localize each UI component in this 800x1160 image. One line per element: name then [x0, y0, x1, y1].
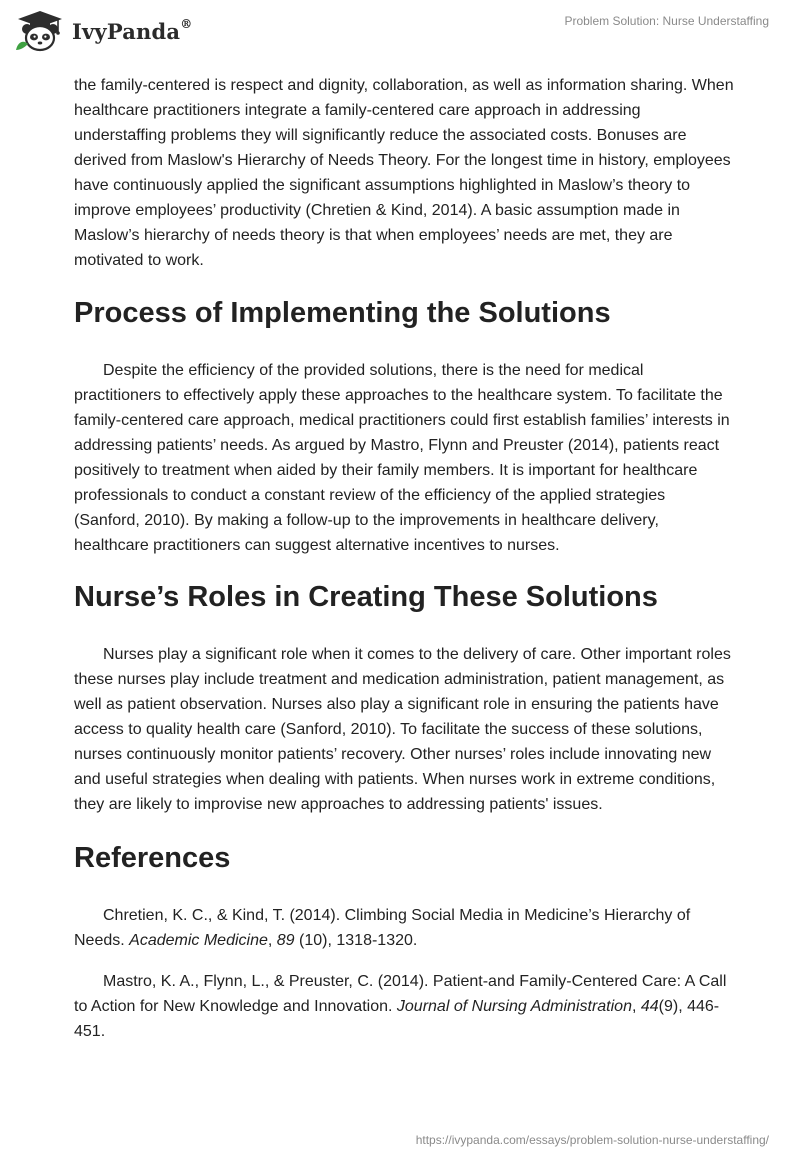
references-heading: References [74, 842, 231, 874]
brand-name: IvyPanda® [72, 16, 193, 44]
section-body-nurse-roles: Nurses play a significant role when it comes to the delivery of care. Other important roles these nurses play include treatment and medication administration, patient management, as well as patient observation. Nurses also play a significant role in ensuring the patients have access to quality health care (Sanford, 2010). To facilitate the success of these solutions, nurses continuously monitor patients’ recovery. Other nurses’ roles include innovating new and useful strategies when dealing with patients. When nurses work in extreme conditions, they are likely to improvise new approaches to addressing patients' issues. [74, 646, 731, 813]
ivypanda-logo[interactable] [14, 10, 192, 52]
reference-journal: Academic Medicine [129, 932, 268, 949]
reference-item: Chretien, K. C., & Kind, T. (2014). Climbing Social Media in Medicine’s Hierarchy of Needs. Academic Medicine, 89 (10), 1318-1320. [74, 907, 691, 949]
reference-volume: 89 [276, 932, 295, 949]
panda-graduate-icon [14, 10, 66, 52]
intro-paragraph: the family-centered is respect and dignity, collaboration, as well as information sharing. When healthcare practitioners integrate a family-centered care approach in addressing understaffing problems they will significantly reduce the associated costs. Bonuses are derived from Maslow's Hierarchy of Needs Theory. For the longest time in history, employees have continuously applied the significant assumptions highlighted in Maslow’s theory to improve employees’ productivity (Chretien & Kind, 2014). A basic assumption made in Maslow’s hierarchy of needs theory is that when employees’ needs are met, they are motivated to work. [74, 77, 734, 269]
reference-journal: Journal of Nursing Administration [396, 998, 632, 1015]
registered-mark: ® [180, 16, 193, 31]
section-body-process: Despite the efficiency of the provided solutions, there is the need for medical practitioners to effectively apply these approaches to the healthcare system. To facilitate the family-centered care approach, medical practitioners could first establish families’ interests in addressing patients’ needs. As argued by Mastro, Flynn and Preuster (2014), patients react positively to treatment when aided by their family members. It is important for healthcare professionals to conduct a constant review of the efficiency of the applied strategies (Sanford, 2010). By making a follow-up to the improvements in healthcare delivery, healthcare practitioners can suggest alternative incentives to nurses. [74, 362, 730, 554]
essay-content [74, 73, 734, 1060]
section-heading-nurse-roles: Nurse’s Roles in Creating These Solutions [74, 581, 658, 613]
reference-volume: 44 [640, 998, 659, 1015]
reference-item: Mastro, K. A., Flynn, L., & Preuster, C. (2014). Patient-and Family-Centered Care: A Call to Action for New Knowledge and Innovation. Journal of Nursing Administration, 44(9), 446-451. [74, 973, 727, 1040]
section-heading-process: Process of Implementing the Solutions [74, 297, 611, 329]
document-title: Problem Solution: Nurse Understaffing [564, 14, 769, 28]
page-header [0, 0, 800, 70]
source-url[interactable]: https://ivypanda.com/essays/problem-solution-nurse-understaffing/ [415, 1133, 769, 1147]
